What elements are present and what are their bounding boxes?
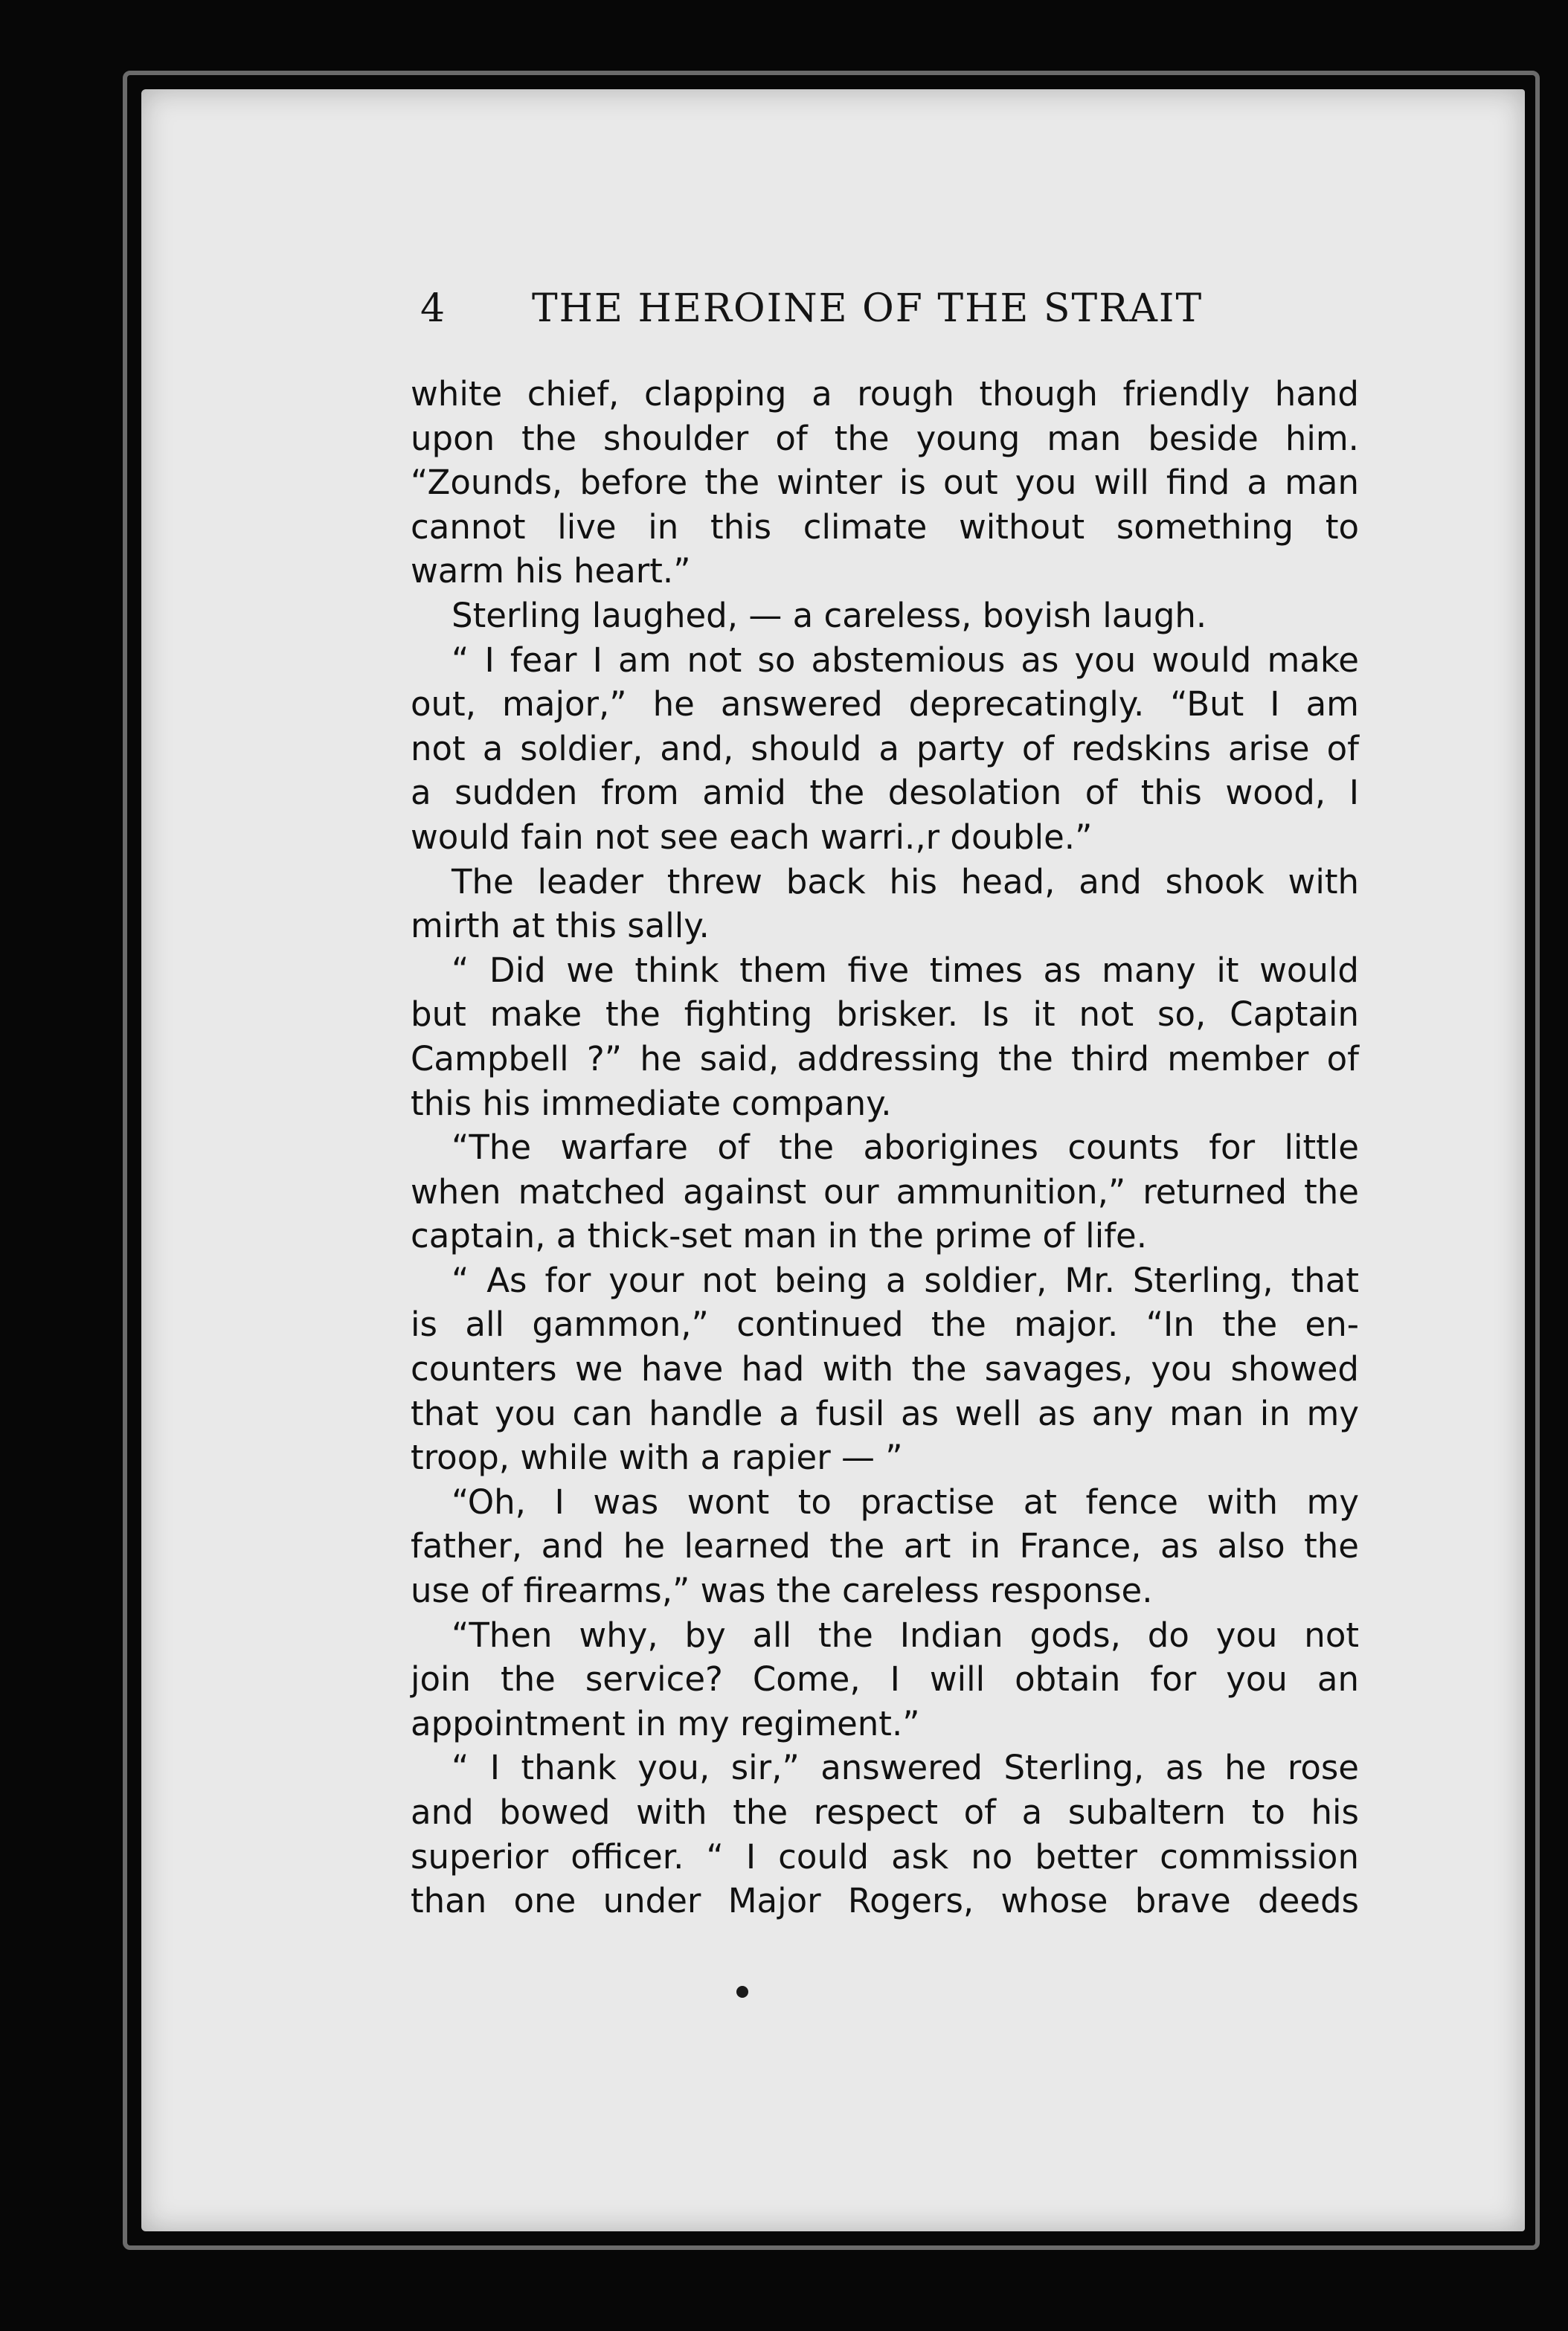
body-text [411,372,1359,1923]
text-line: white chief, clapping a rough though friendly hand [411,374,1359,414]
text-line: a sudden from amid the desolation of this wood, I [411,773,1359,813]
text-line: cannot live in this climate without something to [411,507,1359,547]
text-line: superior officer. “ I could ask no better commission [411,1836,1359,1877]
text-line: mirth at this sally. [411,906,710,946]
text-line: out, major,” he answered deprecatingly. “But I am [411,684,1359,724]
text-line: “The warfare of the aborigines counts for little [452,1128,1359,1168]
page-header [420,286,1268,338]
text-line: “Oh, I was wont to practise at fence with my [452,1482,1359,1522]
text-line: counters we have had with the savages, you showed [411,1349,1359,1389]
text-line: “ Did we think them five times as many it would [452,950,1359,990]
text-line: “ I thank you, sir,” answered Sterling, as he rose [452,1748,1359,1788]
running-head: THE HEROINE OF THE STRAIT [532,286,1204,331]
text-line: troop, while with a rapier — ” [411,1438,903,1478]
text-line: when matched against our ammunition,” returned the [411,1171,1359,1212]
text-line: use of firearms,” was the careless response. [411,1571,1153,1611]
text-line: Sterling laughed, — a careless, boyish laugh. [452,595,1207,635]
text-line: “Zounds, before the winter is out you will find a man [411,463,1359,503]
text-line: upon the shoulder of the young man beside him. [411,418,1359,458]
text-line: father, and he learned the art in France, as also the [411,1526,1359,1566]
text-line: warm his heart.” [411,551,691,591]
text-line: “ I fear I am not so abstemious as you would make [452,640,1359,680]
text-line: this his immediate company. [411,1083,892,1123]
text-line: join the service? Come, I will obtain for you an [411,1659,1359,1700]
text-line: “ As for your not being a soldier, Mr. Sterling, that [452,1260,1359,1300]
text-line: captain, a thick-set man in the prime of life. [411,1216,1148,1256]
text-line: “Then why, by all the Indian gods, do you not [452,1615,1359,1655]
text-line: is all gammon,” continued the major. “In the en- [411,1305,1359,1345]
text-line: appointment in my regiment.” [411,1703,920,1743]
text-line: Campbell ?” he said, addressing the third member of [411,1038,1359,1078]
text-line: would fain not see each warri.,r double.” [411,817,1093,857]
text-line: but make the fighting brisker. Is it not so, Captain [411,994,1359,1035]
text-line: and bowed with the respect of a subaltern to his [411,1793,1359,1832]
text-line: The leader threw back his head, and shook with [452,861,1359,901]
page-number: 4 [420,286,447,331]
text-line: that you can handle a fusil as well as any man in my [411,1393,1359,1433]
text-line: not a soldier, and, should a party of redskins arise of [411,728,1359,768]
ink-speck [736,1986,748,1998]
text-line: than one under Major Rogers, whose brave deeds [411,1881,1359,1921]
